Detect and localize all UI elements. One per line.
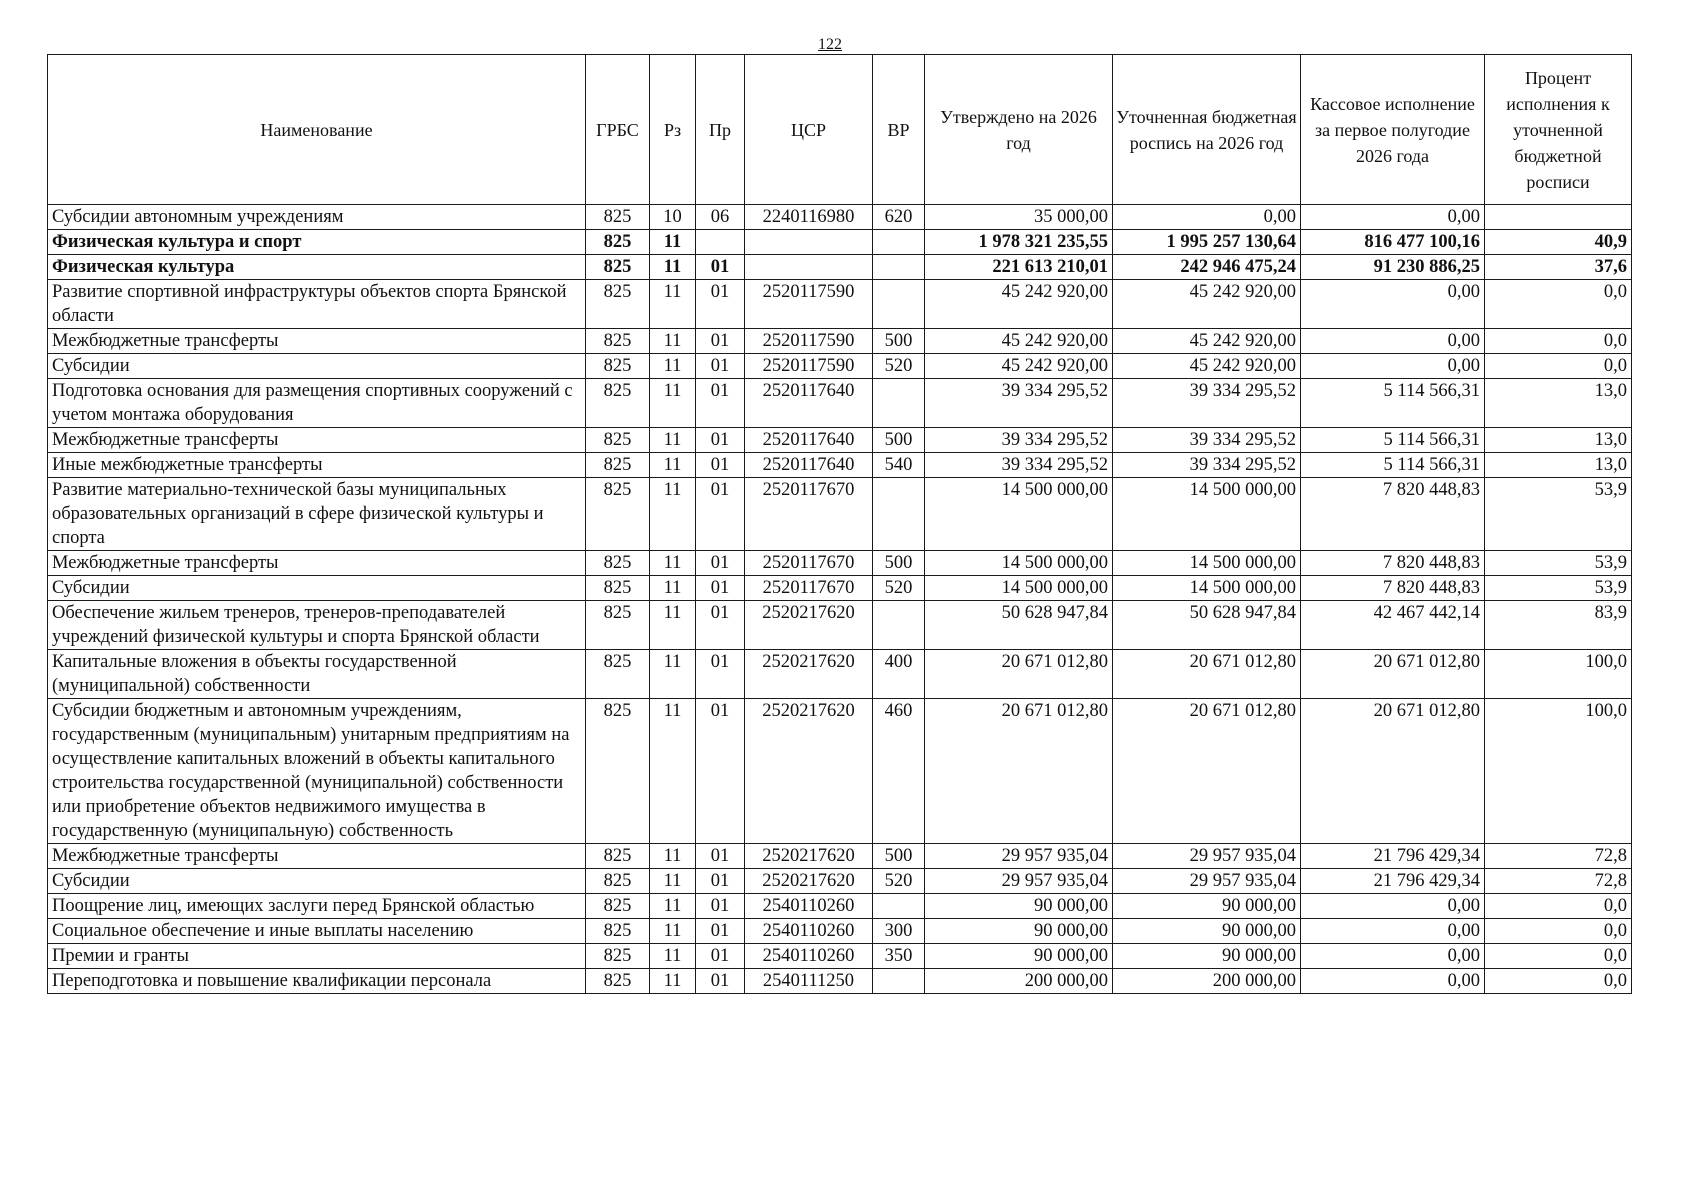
cell-rz: 11 bbox=[650, 699, 696, 844]
cell-grbs: 825 bbox=[586, 280, 650, 329]
cell-rz: 11 bbox=[650, 255, 696, 280]
cell-approved: 90 000,00 bbox=[925, 944, 1113, 969]
cell-cash: 0,00 bbox=[1301, 969, 1485, 994]
cell-approved: 35 000,00 bbox=[925, 205, 1113, 230]
cell-approved: 39 334 295,52 bbox=[925, 379, 1113, 428]
table-row bbox=[48, 379, 1632, 428]
cell-percent: 40,9 bbox=[1485, 230, 1632, 255]
cell-name: Субсидии автономным учреждениям bbox=[48, 205, 586, 230]
table-row bbox=[48, 844, 1632, 869]
cell-percent: 37,6 bbox=[1485, 255, 1632, 280]
cell-approved: 39 334 295,52 bbox=[925, 453, 1113, 478]
cell-approved: 29 957 935,04 bbox=[925, 844, 1113, 869]
cell-vr: 400 bbox=[873, 650, 925, 699]
cell-grbs: 825 bbox=[586, 379, 650, 428]
cell-name: Межбюджетные трансферты bbox=[48, 329, 586, 354]
cell-grbs: 825 bbox=[586, 453, 650, 478]
cell-cash: 0,00 bbox=[1301, 329, 1485, 354]
cell-refined: 0,00 bbox=[1113, 205, 1301, 230]
cell-rz: 11 bbox=[650, 230, 696, 255]
cell-rz: 11 bbox=[650, 551, 696, 576]
cell-name: Обеспечение жильем тренеров, тренеров-преподавателей учреждений физической культуры и спорта Брянской области bbox=[48, 601, 586, 650]
cell-refined: 14 500 000,00 bbox=[1113, 576, 1301, 601]
cell-approved: 200 000,00 bbox=[925, 969, 1113, 994]
cell-rz: 11 bbox=[650, 869, 696, 894]
cell-name: Субсидии bbox=[48, 354, 586, 379]
cell-grbs: 825 bbox=[586, 844, 650, 869]
table-row bbox=[48, 354, 1632, 379]
table-row bbox=[48, 894, 1632, 919]
cell-vr: 460 bbox=[873, 699, 925, 844]
cell-approved: 14 500 000,00 bbox=[925, 551, 1113, 576]
cell-name: Капитальные вложения в объекты государственной (муниципальной) собственности bbox=[48, 650, 586, 699]
cell-csr: 2520217620 bbox=[745, 650, 873, 699]
cell-percent: 53,9 bbox=[1485, 478, 1632, 551]
cell-vr: 520 bbox=[873, 354, 925, 379]
cell-grbs: 825 bbox=[586, 551, 650, 576]
cell-rz: 11 bbox=[650, 329, 696, 354]
cell-name: Межбюджетные трансферты bbox=[48, 428, 586, 453]
cell-percent: 100,0 bbox=[1485, 699, 1632, 844]
cell-vr bbox=[873, 601, 925, 650]
cell-grbs: 825 bbox=[586, 329, 650, 354]
cell-rz: 10 bbox=[650, 205, 696, 230]
cell-rz: 11 bbox=[650, 576, 696, 601]
cell-pr bbox=[696, 230, 745, 255]
cell-refined: 90 000,00 bbox=[1113, 944, 1301, 969]
header-rz: Рз bbox=[650, 55, 696, 205]
cell-name: Субсидии bbox=[48, 869, 586, 894]
cell-vr bbox=[873, 379, 925, 428]
cell-approved: 1 978 321 235,55 bbox=[925, 230, 1113, 255]
cell-percent: 0,0 bbox=[1485, 354, 1632, 379]
cell-vr: 620 bbox=[873, 205, 925, 230]
cell-refined: 1 995 257 130,64 bbox=[1113, 230, 1301, 255]
cell-pr: 01 bbox=[696, 699, 745, 844]
header-refined: Уточненная бюджетная роспись на 2026 год bbox=[1113, 55, 1301, 205]
cell-rz: 11 bbox=[650, 428, 696, 453]
cell-approved: 20 671 012,80 bbox=[925, 699, 1113, 844]
cell-vr: 500 bbox=[873, 844, 925, 869]
cell-name: Субсидии бюджетным и автономным учреждениям, государственным (муниципальным) унитарным предприятиям на осуществление капитальных вложений в объекты капитального строительства государственной (муниципальной) собственности или приобретение объектов недвижимого имущества в государственную (муниципальную) собственность bbox=[48, 699, 586, 844]
cell-csr: 2520117670 bbox=[745, 576, 873, 601]
cell-csr: 2520117590 bbox=[745, 354, 873, 379]
cell-vr: 500 bbox=[873, 329, 925, 354]
cell-percent: 0,0 bbox=[1485, 919, 1632, 944]
cell-cash: 7 820 448,83 bbox=[1301, 576, 1485, 601]
table-body bbox=[48, 205, 1632, 994]
cell-cash: 7 820 448,83 bbox=[1301, 551, 1485, 576]
header-percent: Процент исполнения к уточненной бюджетной росписи bbox=[1485, 55, 1632, 205]
cell-percent: 0,0 bbox=[1485, 280, 1632, 329]
cell-cash: 21 796 429,34 bbox=[1301, 844, 1485, 869]
table-row bbox=[48, 576, 1632, 601]
cell-rz: 11 bbox=[650, 379, 696, 428]
cell-grbs: 825 bbox=[586, 869, 650, 894]
cell-rz: 11 bbox=[650, 844, 696, 869]
cell-name: Поощрение лиц, имеющих заслуги перед Брянской областью bbox=[48, 894, 586, 919]
cell-vr bbox=[873, 894, 925, 919]
cell-csr: 2540110260 bbox=[745, 894, 873, 919]
cell-percent: 72,8 bbox=[1485, 844, 1632, 869]
cell-name: Переподготовка и повышение квалификации персонала bbox=[48, 969, 586, 994]
cell-percent: 13,0 bbox=[1485, 379, 1632, 428]
cell-approved: 221 613 210,01 bbox=[925, 255, 1113, 280]
cell-grbs: 825 bbox=[586, 230, 650, 255]
table-header bbox=[48, 55, 1632, 205]
cell-refined: 20 671 012,80 bbox=[1113, 650, 1301, 699]
cell-rz: 11 bbox=[650, 894, 696, 919]
cell-vr bbox=[873, 280, 925, 329]
cell-pr: 01 bbox=[696, 329, 745, 354]
cell-pr: 01 bbox=[696, 280, 745, 329]
cell-cash: 0,00 bbox=[1301, 205, 1485, 230]
cell-refined: 45 242 920,00 bbox=[1113, 280, 1301, 329]
cell-vr bbox=[873, 969, 925, 994]
table-row bbox=[48, 869, 1632, 894]
table-row bbox=[48, 428, 1632, 453]
cell-pr: 01 bbox=[696, 576, 745, 601]
cell-cash: 0,00 bbox=[1301, 280, 1485, 329]
header-name: Наименование bbox=[48, 55, 586, 205]
cell-grbs: 825 bbox=[586, 944, 650, 969]
table-row bbox=[48, 230, 1632, 255]
page-number: 122 bbox=[818, 36, 842, 53]
cell-approved: 14 500 000,00 bbox=[925, 478, 1113, 551]
cell-refined: 29 957 935,04 bbox=[1113, 844, 1301, 869]
cell-approved: 90 000,00 bbox=[925, 919, 1113, 944]
cell-rz: 11 bbox=[650, 650, 696, 699]
cell-vr: 540 bbox=[873, 453, 925, 478]
cell-vr: 500 bbox=[873, 428, 925, 453]
cell-percent: 53,9 bbox=[1485, 576, 1632, 601]
cell-pr: 01 bbox=[696, 428, 745, 453]
table-row bbox=[48, 329, 1632, 354]
cell-cash: 7 820 448,83 bbox=[1301, 478, 1485, 551]
cell-csr bbox=[745, 230, 873, 255]
cell-pr: 01 bbox=[696, 453, 745, 478]
table-row bbox=[48, 969, 1632, 994]
cell-csr: 2520117670 bbox=[745, 551, 873, 576]
cell-approved: 45 242 920,00 bbox=[925, 329, 1113, 354]
cell-refined: 14 500 000,00 bbox=[1113, 551, 1301, 576]
cell-csr: 2540110260 bbox=[745, 919, 873, 944]
cell-name: Развитие спортивной инфраструктуры объектов спорта Брянской области bbox=[48, 280, 586, 329]
cell-grbs: 825 bbox=[586, 354, 650, 379]
cell-name: Физическая культура и спорт bbox=[48, 230, 586, 255]
budget-table bbox=[47, 54, 1632, 994]
cell-pr: 01 bbox=[696, 354, 745, 379]
cell-refined: 200 000,00 bbox=[1113, 969, 1301, 994]
cell-approved: 45 242 920,00 bbox=[925, 354, 1113, 379]
cell-rz: 11 bbox=[650, 453, 696, 478]
cell-vr bbox=[873, 478, 925, 551]
cell-refined: 45 242 920,00 bbox=[1113, 354, 1301, 379]
cell-grbs: 825 bbox=[586, 919, 650, 944]
header-csr: ЦСР bbox=[745, 55, 873, 205]
cell-vr: 520 bbox=[873, 576, 925, 601]
cell-grbs: 825 bbox=[586, 478, 650, 551]
cell-refined: 20 671 012,80 bbox=[1113, 699, 1301, 844]
cell-pr: 06 bbox=[696, 205, 745, 230]
cell-refined: 45 242 920,00 bbox=[1113, 329, 1301, 354]
cell-csr: 2520217620 bbox=[745, 844, 873, 869]
cell-rz: 11 bbox=[650, 919, 696, 944]
cell-approved: 50 628 947,84 bbox=[925, 601, 1113, 650]
cell-percent: 0,0 bbox=[1485, 329, 1632, 354]
cell-pr: 01 bbox=[696, 255, 745, 280]
cell-grbs: 825 bbox=[586, 205, 650, 230]
cell-refined: 90 000,00 bbox=[1113, 894, 1301, 919]
cell-cash: 816 477 100,16 bbox=[1301, 230, 1485, 255]
cell-percent: 13,0 bbox=[1485, 453, 1632, 478]
cell-cash: 0,00 bbox=[1301, 919, 1485, 944]
cell-name: Премии и гранты bbox=[48, 944, 586, 969]
cell-csr: 2520217620 bbox=[745, 699, 873, 844]
cell-grbs: 825 bbox=[586, 255, 650, 280]
cell-name: Развитие материально-технической базы муниципальных образовательных организаций в сфере физической культуры и спорта bbox=[48, 478, 586, 551]
cell-rz: 11 bbox=[650, 478, 696, 551]
table-row bbox=[48, 205, 1632, 230]
cell-cash: 20 671 012,80 bbox=[1301, 699, 1485, 844]
cell-rz: 11 bbox=[650, 944, 696, 969]
table-row bbox=[48, 280, 1632, 329]
cell-csr: 2520217620 bbox=[745, 601, 873, 650]
cell-pr: 01 bbox=[696, 944, 745, 969]
cell-cash: 5 114 566,31 bbox=[1301, 453, 1485, 478]
cell-refined: 39 334 295,52 bbox=[1113, 428, 1301, 453]
cell-cash: 0,00 bbox=[1301, 944, 1485, 969]
header-cash: Кассовое исполнение за первое полугодие 2026 года bbox=[1301, 55, 1485, 205]
cell-pr: 01 bbox=[696, 650, 745, 699]
cell-percent: 13,0 bbox=[1485, 428, 1632, 453]
cell-cash: 91 230 886,25 bbox=[1301, 255, 1485, 280]
cell-cash: 5 114 566,31 bbox=[1301, 428, 1485, 453]
table-row bbox=[48, 255, 1632, 280]
cell-cash: 42 467 442,14 bbox=[1301, 601, 1485, 650]
cell-approved: 29 957 935,04 bbox=[925, 869, 1113, 894]
cell-csr: 2520117640 bbox=[745, 428, 873, 453]
cell-rz: 11 bbox=[650, 280, 696, 329]
cell-refined: 242 946 475,24 bbox=[1113, 255, 1301, 280]
cell-vr bbox=[873, 255, 925, 280]
cell-percent: 53,9 bbox=[1485, 551, 1632, 576]
header-approved: Утверждено на 2026 год bbox=[925, 55, 1113, 205]
cell-pr: 01 bbox=[696, 478, 745, 551]
cell-rz: 11 bbox=[650, 354, 696, 379]
cell-pr: 01 bbox=[696, 844, 745, 869]
cell-csr: 2520217620 bbox=[745, 869, 873, 894]
cell-percent: 100,0 bbox=[1485, 650, 1632, 699]
cell-csr: 2520117640 bbox=[745, 379, 873, 428]
cell-name: Межбюджетные трансферты bbox=[48, 844, 586, 869]
cell-percent: 0,0 bbox=[1485, 894, 1632, 919]
cell-name: Межбюджетные трансферты bbox=[48, 551, 586, 576]
cell-name: Физическая культура bbox=[48, 255, 586, 280]
cell-cash: 0,00 bbox=[1301, 354, 1485, 379]
cell-vr: 520 bbox=[873, 869, 925, 894]
cell-csr: 2520117590 bbox=[745, 280, 873, 329]
header-vr: ВР bbox=[873, 55, 925, 205]
table-row bbox=[48, 453, 1632, 478]
cell-name: Иные межбюджетные трансферты bbox=[48, 453, 586, 478]
cell-percent: 72,8 bbox=[1485, 869, 1632, 894]
cell-pr: 01 bbox=[696, 379, 745, 428]
cell-refined: 90 000,00 bbox=[1113, 919, 1301, 944]
cell-grbs: 825 bbox=[586, 428, 650, 453]
cell-grbs: 825 bbox=[586, 969, 650, 994]
cell-csr: 2520117590 bbox=[745, 329, 873, 354]
cell-approved: 45 242 920,00 bbox=[925, 280, 1113, 329]
cell-refined: 14 500 000,00 bbox=[1113, 478, 1301, 551]
cell-percent: 83,9 bbox=[1485, 601, 1632, 650]
table-row bbox=[48, 650, 1632, 699]
cell-csr: 2540111250 bbox=[745, 969, 873, 994]
cell-approved: 90 000,00 bbox=[925, 894, 1113, 919]
cell-pr: 01 bbox=[696, 551, 745, 576]
table-row bbox=[48, 699, 1632, 844]
cell-grbs: 825 bbox=[586, 699, 650, 844]
cell-vr: 350 bbox=[873, 944, 925, 969]
cell-grbs: 825 bbox=[586, 576, 650, 601]
cell-grbs: 825 bbox=[586, 650, 650, 699]
cell-pr: 01 bbox=[696, 919, 745, 944]
cell-grbs: 825 bbox=[586, 894, 650, 919]
cell-pr: 01 bbox=[696, 969, 745, 994]
cell-approved: 14 500 000,00 bbox=[925, 576, 1113, 601]
table-row bbox=[48, 551, 1632, 576]
cell-name: Социальное обеспечение и иные выплаты населению bbox=[48, 919, 586, 944]
header-grbs: ГРБС bbox=[586, 55, 650, 205]
table-row bbox=[48, 601, 1632, 650]
cell-cash: 21 796 429,34 bbox=[1301, 869, 1485, 894]
cell-cash: 5 114 566,31 bbox=[1301, 379, 1485, 428]
cell-csr bbox=[745, 255, 873, 280]
cell-csr: 2520117640 bbox=[745, 453, 873, 478]
cell-grbs: 825 bbox=[586, 601, 650, 650]
cell-name: Субсидии bbox=[48, 576, 586, 601]
cell-pr: 01 bbox=[696, 894, 745, 919]
cell-refined: 29 957 935,04 bbox=[1113, 869, 1301, 894]
cell-rz: 11 bbox=[650, 969, 696, 994]
cell-cash: 20 671 012,80 bbox=[1301, 650, 1485, 699]
cell-percent: 0,0 bbox=[1485, 944, 1632, 969]
cell-csr: 2240116980 bbox=[745, 205, 873, 230]
cell-percent: 0,0 bbox=[1485, 969, 1632, 994]
cell-approved: 20 671 012,80 bbox=[925, 650, 1113, 699]
cell-vr: 500 bbox=[873, 551, 925, 576]
cell-cash: 0,00 bbox=[1301, 894, 1485, 919]
cell-percent bbox=[1485, 205, 1632, 230]
cell-refined: 39 334 295,52 bbox=[1113, 379, 1301, 428]
cell-refined: 50 628 947,84 bbox=[1113, 601, 1301, 650]
cell-vr bbox=[873, 230, 925, 255]
cell-name: Подготовка основания для размещения спортивных сооружений с учетом монтажа оборудования bbox=[48, 379, 586, 428]
cell-pr: 01 bbox=[696, 601, 745, 650]
cell-refined: 39 334 295,52 bbox=[1113, 453, 1301, 478]
cell-csr: 2540110260 bbox=[745, 944, 873, 969]
cell-approved: 39 334 295,52 bbox=[925, 428, 1113, 453]
cell-pr: 01 bbox=[696, 869, 745, 894]
cell-vr: 300 bbox=[873, 919, 925, 944]
cell-rz: 11 bbox=[650, 601, 696, 650]
table-row bbox=[48, 478, 1632, 551]
table-row bbox=[48, 944, 1632, 969]
table-row bbox=[48, 919, 1632, 944]
header-pr: Пр bbox=[696, 55, 745, 205]
cell-csr: 2520117670 bbox=[745, 478, 873, 551]
